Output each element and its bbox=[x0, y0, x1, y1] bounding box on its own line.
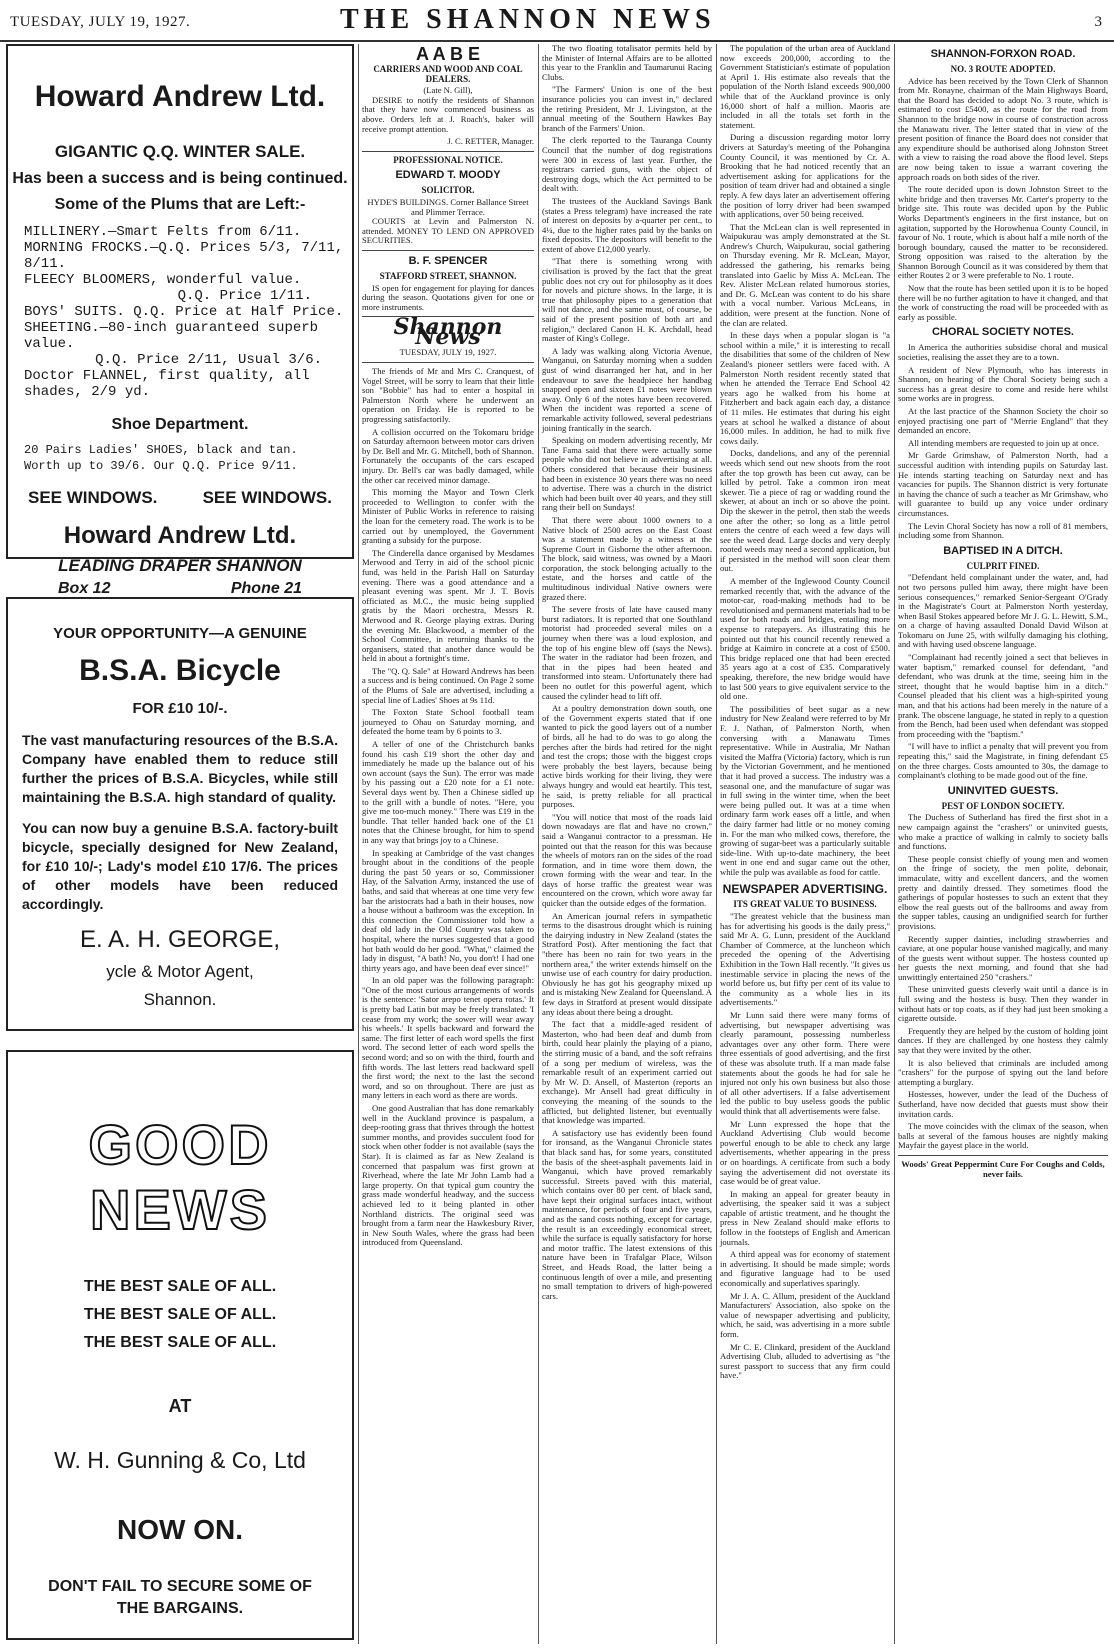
moody-name: EDWARD T. MOODY bbox=[395, 169, 501, 182]
article-paragraph: Mr Garde Grimshaw, of Palmerston North, had a successful audition with intending pupils on Saturday last. He intends starting teaching on Saturday next and has vacancies for pupils. The Shannon district is very fortunate in having the chance of such a teacher as Mr Grimshaw, who will guarantee to build up any voice under ordinary circumstances. bbox=[898, 450, 1108, 518]
ad-item-8: Doctor FLANNEL, first quality, all shades, 2/9 yd. bbox=[24, 368, 310, 400]
bsa-agent: E. A. H. GEORGE, bbox=[79, 926, 281, 953]
article-paragraph: That the McLean clan is well represented in Waipukurau was amply demonstrated at the St. Andrew's Church, Waipukurau, social gathering on Thursday evening. Mr R. McLean, Mayor, addressed the gathering, his remarks being translated into Gaelic by Miss A. McLean. The Rev. Alister McLean related humorous stories, and Dr. G. McLean was content to do his share with a vocal number. Various McLeans, in addition, were present at the function. None of the clan are related. bbox=[720, 221, 890, 328]
sale-line-3: THE BEST SALE OF ALL. bbox=[83, 1334, 277, 1351]
article-paragraph: One good Australian that has done remarkably well in the Auckland province is paspalum, a deep-rooting grass that thrives through the hottest summer months, and provides succulent food for stock when other fodder is not available (says the Star). It is claimed as far as New Zealand is concerned that paspalum was first grown at Riverhead, where the late Mr John Lamb had a large property. On that typical gum country the grass made wonderful headway, and the success achieved led to it being planted in other Northland districts. The original seed was brought from a farm near the Hawkesbury River, in New South Wales, where the grass had been introduced from Queensland. bbox=[362, 1103, 534, 1248]
bsa-bicycle-ad bbox=[6, 597, 354, 1031]
article-paragraph: "Defendant held complainant under the water, and, had not two persons pulled him away, there might have been serious consequences," remarked Senior-Sergeant O'Grady in the Magistrate's Court at Palmerston North yesterday, when Basil Stokes appeared before Mr J. G. L. Hewitt, S.M., on a charge of having assaulted Donald David Wilson at Tokomaru on June 25, with wilfully damaging his clothing, and with having used obscene language. bbox=[898, 572, 1108, 650]
newspaper-title: THE SHANNON NEWS bbox=[340, 4, 716, 35]
nameplate-date: TUESDAY, JULY 19, 1927. bbox=[399, 347, 497, 358]
article-paragraph: Advice has been received by the Town Clerk of Shannon from Mr. Ronayne, chairman of the Main Highways Board, that the Board has decided to adopt No. 3 route, which is estimated to cost £5400, as the route for the road from Shannon to the bridge now in course of construction across the Manawatu river. The letter stated that in view of the present position of finance the Board does not consider that any expenditure should be authorised along Johnston Street with a view to raising the road above the flood level. Steps are now being taken to issue a warrant covering the approach roads on both sides of the river. bbox=[898, 75, 1108, 182]
bsa-town: Shannon. bbox=[143, 990, 217, 1009]
article-paragraph: A teller of one of the Christchurch banks found his cash £19 short the other day and immediately he made up the balance out of his own account (says the Sun). The error was made by his passing out a £20 note for a £1 note. Several days went by. Then a Chinese sidled up to the grill with a bundle of notes. "Here, you give me too-much money." There was £19 in the bundle. That teller handed back one of the £1 notes that the Chinese brought, for him to spend in any way that brings joy to a Chinese. bbox=[362, 739, 534, 845]
article-paragraph: The fact that a middle-aged resident of Masterton, who had been deaf and dumb from birth, could hear plainly the playing of a piano, the stirring music of a band, and the soft refrains of a song per medium of wireless, was the remarkable result of an experiment carried out by Mr W. D. Ansell, of Masterton (reports an exchange). Mr Ansell had great difficulty in conveying the meaning of the sounds to the afflicted, but delighted listener, but eventually that knowledge was imparted. bbox=[542, 1019, 712, 1126]
baptised-heading: BAPTISED IN A DITCH. bbox=[943, 544, 1063, 557]
article-paragraph: Hostesses, however, under the lead of the Duchess of Sutherland, have now decided that guests must show their invitation cards. bbox=[898, 1089, 1108, 1119]
article-paragraph: Speaking on modern advertising recently, Mr Tane Fama said that there were actually some people who did not believe in advertising at all. Others considered that because their business had been in existence 30 years there was no need to advertise. There was a church in the district which had been built over 40 years, and they still rang their bell on Sundays! bbox=[542, 435, 712, 513]
aabe-late: (Late N. Gill), bbox=[423, 85, 473, 96]
column-3 bbox=[542, 44, 712, 1644]
see-windows-left: SEE WINDOWS. bbox=[28, 488, 158, 507]
article-paragraph: The route decided upon is down Johnston Street to the white bridge and then traverses Mr. Carter's property to the bridge site. This route was decided upon by the Public Works Department's engineers in the first instance, but on agitation, supported by the Horowhenua County Council, in favour of No. 1 route, which is about half a mile north of the borough boundary, caused the matter to be reconsidered. Strong opposition was raised to the alteration by the Shannon Borough Council as it was considered by them that either Routes 2 or 3 were preferable to No. 1 route. bbox=[898, 184, 1108, 281]
aabe-sign: J. C. RETTER, Manager. bbox=[447, 136, 534, 147]
article-paragraph: A lady was walking along Victoria Avenue, Wanganui, on Saturday morning when a sudden gust of wind disarranged her hat, and in her endeavour to save the headpiece her handbag snapped open and sixteen £1 notes were blown away. Only 6 of the notes have been recovered. When the incident was reported a scene of remarkable activity followed, several pedestrians joining frantically in the search. bbox=[542, 345, 712, 433]
column-rule bbox=[538, 44, 539, 1644]
article-paragraph: "That there is something wrong with civilisation is proved by the fact that the great public does not cry out for philosophy as it does for novels and picture shows. In the large, it is true that philosophy pipes to a generation that will not dance, and the same must, of course, be said of the present position of both art and religion," declared Canon H. K. Archdall, head master of King's College. bbox=[542, 256, 712, 344]
ad-item-6: SHEETING.—80-inch guaranteed superb value. bbox=[24, 320, 319, 352]
column-2 bbox=[362, 44, 534, 1644]
now-on: NOW ON. bbox=[117, 1514, 243, 1545]
courts-text: COURTS at Levin and Palmerston N. attended. MONEY TO LEND ON APPROVED SECURITIES. bbox=[362, 216, 534, 246]
article-paragraph: An American journal refers in sympathetic terms to the disastrous drought which is ruining the dairying industry in New Zealand (states the Stratford Post). After mentioning the fact that "there has been no rain for two years in the northern area," the writer extends himself on the unwise use of each country for dairy production. Obviously he has got his geography mixed up and is mistaking New Zealand for Queensland. A few days in Stratford at present would dissipate any ideas about there being a drought. bbox=[542, 910, 712, 1017]
column-rule bbox=[716, 44, 717, 1644]
gunning-firm: W. H. Gunning & Co, Ltd bbox=[54, 1447, 306, 1473]
article-paragraph: The "Q. Q. Sale" at Howard Andrews has been a success and is being continued. On Page 2 some of the Plums of Sale are advertised, including a special line of Ladies' Shoes at 9s 11d. bbox=[362, 665, 534, 705]
article-paragraph: Now that the route has been settled upon it is to be hoped there will be no further agitation to have it changed, and that the work of constructing the road will be proceeded with as early as possible. bbox=[898, 283, 1108, 322]
bsa-body2: You can now buy a genuine B.S.A. factory-built bicycle, specially designed for New Zealand, for £10 10/-; Lady's model £10 17/6. The prices of other models have been reduced accordingly. bbox=[22, 820, 338, 912]
ad-item-7: Q.Q. Price 2/11, Usual 3/6. bbox=[95, 352, 322, 368]
ad-item-3: FLEECY BLOOMERS, wonderful value. bbox=[24, 272, 302, 288]
bsa-price: FOR £10 10/-. bbox=[132, 700, 228, 717]
issue-date: TUESDAY, JULY 19, 1927. bbox=[10, 14, 191, 30]
page-number: 3 bbox=[1094, 14, 1102, 30]
box-number: Box 12 bbox=[58, 580, 111, 597]
article-paragraph: These people consist chiefly of young men and women on the fringe of society, the men polite, debonair, immaculate, witty and excellent dancers, and the women pretty and daintily dressed. They sometimes flood the gatherings of popular hostesses to such an extent that they elbow the real guests out of the ballrooms and away from the supper tables, causing an undignified search for further provisions. bbox=[898, 853, 1108, 931]
divider bbox=[362, 250, 534, 251]
article-paragraph: In an old paper was the following paragraph: "One of the most curious arrangements of words is the sentence: 'Sator arepo tenet opera rotas.' It is pretty bad Latin but may be freely translated: 'I cease from my work; the sower will wear away his wheels.' It spells backward and forward the same. The first letter of each word spells the first word. The second letter of each word spells the second word; and so on with the third, fourth and fifth words. The last letters read backward spell the first word; the next to the last the second word, and so on throughout. There are just as many letters in each word as there are words. bbox=[362, 975, 534, 1101]
shoe-text: 20 Pairs Ladies' SHOES, black and tan. Worth up to 39/6. Our Q.Q. Price 9/11. bbox=[24, 443, 298, 473]
road-heading: SHANNON-FORXON ROAD. bbox=[930, 48, 1076, 60]
shannon-news-nameplate: Shannon News bbox=[393, 314, 503, 350]
article-paragraph: The two floating totalisator permits held by the Minister of Internal Affairs are to be allotted this year to the Franklin and Taumarunui Racing Clubs. bbox=[542, 43, 712, 82]
shoe-dept-heading: Shoe Department. bbox=[111, 416, 249, 433]
article-paragraph: A collision occurred on the Tokomaru bridge on Saturday afternoon between motor cars driven by Dr. Bell and Mr. G. Mitchell, both of Shannon. Fortunately the occupants of the cars escaped injury. Dr. Bell's car was badly damaged, while the other car received minor damage. bbox=[362, 426, 534, 485]
aabe-body: DESIRE to notify the residents of Shannon that they have now commenced business as above. Orders left at J. Roach's, baker will receive prompt attention. bbox=[362, 94, 534, 134]
article-paragraph: The possibilities of beet sugar as a new industry for New Zealand were referred to by Mr F. J. Nathan, of Palmerston North, when conversing with a Manawatu Times representative. While in Australia, Mr Nathan visited the Maffra (Victoria) factory, which is run by the Victorian Government, and he mentioned that it had proved a success. The industry was a seasonal one, and the manufacture of sugar was in full swing in the winter time, when the beet were being pulled out. It was at a time when ordinary farm work eases off a little, and when the dairy farmer had little or no money coming in. For the man who milked cows, therefore, the growing of sugar-beet was a particularly suitable side-line. With up-to-date machinery, the beet went in one end and sugar came out the other, while the pulp was available as food for cattle. bbox=[720, 703, 890, 877]
sale-line-2: THE BEST SALE OF ALL. bbox=[83, 1306, 277, 1323]
article-paragraph: Recently supper dainties, including strawberries and caviare, at one popular house vanished magically, and many of the guests went without supper. The hostess counted up her guests the next morning, and found that she had unwittingly entertained 250 "crashers." bbox=[898, 933, 1108, 982]
article-paragraph: Frequently they are helped by the custom of holding joint dances. If they are challenged by one hostess they calmly say that they were invited by the other. bbox=[898, 1025, 1108, 1056]
article-paragraph: The Levin Choral Society has now a roll of 81 members, including some from Shannon. bbox=[898, 520, 1108, 541]
article-paragraph: All intending members are requested to join up at once. bbox=[908, 437, 1099, 448]
divider bbox=[362, 362, 534, 363]
phone-number: Phone 21 bbox=[230, 580, 302, 597]
article-paragraph: A satisfactory use has evidently been found for ironsand, as the Wanganui Chronicle states that black sand has, for some years, constituted the basis of the sheet-asphalt pavements laid in Wanganui, which have proved remarkably successful. Streets paved with this material, which contains over 80 per cent. of black sand, have kept their original surfaces intact, without maintenance, for periods of four and five years, and as the sand costs nothing, except for cartage, the result is an exceedingly economical street, while the surface is equally satisfactory for horse and motor traffic. The latest extensions of this nature have been in Trafalgar Place, Wilson Street, and Heads Road, the latter being a continuous length of over a mile, and presenting no small temptation to drivers of high-powered cars. bbox=[542, 1127, 712, 1301]
ad-footer-firm: Howard Andrew Ltd. bbox=[63, 522, 297, 549]
aabe-title: A A B E bbox=[415, 44, 480, 64]
article-paragraph: During a discussion regarding motor lorry drivers at Saturday's meeting of the Pohangina County Council, it was mentioned by Cr. A. Brooking that he had noticed recently that an advertisement asking for applications for the position of team driver had and obtained a single reply. A few days later an advertisement offering the position of lorry driver had been swamped with applications, over 50 being received. bbox=[720, 132, 890, 220]
ad-item-1: MILLINERY.—Smart Felts from 6/11. bbox=[24, 224, 302, 240]
article-paragraph: In speaking at Cambridge of the vast changes brought about in the conditions of the people during the past 50 years or so, Commissioner Hay, of the Salvation Army, instanced the use of baths, and said that whereas at one time very few bar the aristocrats had a bath in their houses, now a house without a bathroom was the exception. In this connection the Commissioner told how a deaf old lady in the Old Country was taken to hospital, where the nurses suggested that a good hot bath would do her good. "What," claimed the lady in disgust, "A bath! No, you don't! I had one thirty years ago, and have been deaf ever since!" bbox=[362, 847, 534, 973]
article-paragraph: This morning the Mayor and Town Clerk proceeded to Wellington to confer with the Minister of Public Works in reference to raising the loan for the cemetery road. The work is to be carried out by unemployed, the Government granting a subsidy for the purpose. bbox=[362, 487, 534, 546]
ad-firm-title: Howard Andrew Ltd. bbox=[34, 80, 326, 113]
article-paragraph: Mr Lunn said there were many forms of advertising, but newspaper advertising was clearly paramount, possessing numberless advantages over any other form. There were three essentials of good advertising, and the first of these was absolute truth. If a man made false statements about the goods he had for sale he injured not only his own business but also those of all other advertisers. If a false advertisement led the public to buy useless goods the public would think that all advertisements were false. bbox=[720, 1010, 890, 1116]
article-paragraph: A resident of New Plymouth, who has interests in Shannon, on hearing of the Choral Society being such a success has a great desire to come and reside here whilst some works are in progress. bbox=[898, 364, 1108, 404]
baptised-subheading: CULPRIT FINED. bbox=[966, 560, 1040, 571]
column-rule bbox=[894, 44, 895, 1644]
ad-line3: Some of the Plums that are Left:- bbox=[54, 196, 306, 213]
prof-notice: PROFESSIONAL NOTICE. bbox=[393, 154, 503, 165]
article-paragraph: "I will have to inflict a penalty that will prevent you from repeating this," said the Magistrate, in fining defendant £5 on the three charges. Costs amounted to 30s, the damage to complainant's clothing to be made good out of the fine. bbox=[898, 741, 1108, 781]
article-paragraph: Mr C. E. Clinkard, president of the Auckland Advertising Club, alluded to advertising as "the surest passport to success that any firm could have." bbox=[720, 1341, 890, 1381]
article-paragraph: That there were about 1000 owners to a Native block of 2500 acres on the East Coast was a statement made by a witness at the Supreme Court in Gisborne the other afternoon. The block, said witness, was owned by a Maori corporation, the stock belonging actually to the estate, and the horses and cattle of the multitudinous individual Native owners were grazed there. bbox=[542, 514, 712, 602]
hyde-buildings: HYDE'S BUILDINGS. Corner Ballance Street and Plimmer Terrace. bbox=[367, 196, 529, 217]
column-rule bbox=[358, 44, 359, 1644]
article-paragraph: At a poultry demonstration down south, one of the Government experts stated that if one wanted to pick the good layers out of a number of birds, all he had to do was to go along the perches after the birds had retired for the night and test the crops; those with the biggest crops were probably the best layers, because being active birds working for their living, they were always hungry and would eat heartily. This test, he said, is pretty reliable for all practical purposes. bbox=[542, 703, 712, 810]
divider bbox=[898, 1155, 1108, 1156]
guests-subheading: PEST OF LONDON SOCIETY. bbox=[941, 800, 1065, 811]
article-paragraph: A member of the Inglewood County Council remarked recently that, with the advance of the motor-car, road-making methods had to be revolutionised and permanent materials had to be used for both roads and bridges, entailing more expense to ratepayers. As illustrating this he pointed out that his council recently renewed a bridge at Kaimiro in concrete at a cost of £500. This bridge replaced one that had been erected 35 years ago at a cost of £35. Comparatively speaking, therefore, the new bridge would have to last 500 years to give equivalent service to the old one. bbox=[720, 576, 890, 702]
see-windows-right: SEE WINDOWS. bbox=[202, 488, 332, 507]
column-4 bbox=[720, 44, 890, 1644]
ad-item-4: Q.Q. Price 1/11. bbox=[177, 288, 312, 304]
ad-line2: Has been a success and is being continued. bbox=[12, 170, 348, 187]
article-paragraph: The population of the urban area of Auckland now exceeds 200,000, according to the Government Statistician's estimate of population at April 1. His estimate also reveals that the population of the North Island exceeds 900,000 while that of the Auckland province is only 16,000 short of half a million. Maoris are included in all the totals set forth in the statement. bbox=[720, 43, 890, 130]
dont-fail: DON'T FAIL TO SECURE SOME OF THE BARGAINS. bbox=[48, 1578, 312, 1617]
article-paragraph: The Duchess of Sutherland has fired the first shot in a new campaign against the "crashers" or uninvited guests, who make a practice of walking in calmly to society balls and functions. bbox=[898, 812, 1108, 852]
divider bbox=[362, 151, 534, 152]
article-paragraph: The severe frosts of late have caused many burst radiators. It is reported that one Southland motorist had proceeded several miles on a journey when there was a loud explosion, and the top of his engine blew off (says the News). The water in the radiator had been frozen, and that in the pipes had been heated and transformed into steam. Unfortunately there had been no outlet for this powerful agent, which caused the cylinder head to lift off. bbox=[542, 604, 712, 701]
bsa-body1: The vast manufacturing resources of the B.S.A. Company have enabled them to reduce still further the prices of B.S.A. Bicycles, while still maintaining the B.S.A. high standard of quality. bbox=[22, 732, 338, 805]
spencer-name: B. F. SPENCER bbox=[408, 254, 488, 267]
masthead bbox=[0, 0, 1114, 42]
peppermint-cure-ad: Woods' Great Peppermint Cure For Coughs and Colds, never fails. bbox=[901, 1158, 1105, 1179]
article-paragraph: "The Farmers' Union is one of the best insurance policies you can invest in," declared the retiring President, Mr J. Livingston, at the annual meeting of the Southern Hawkes Bay branch of the Farmers' Union. bbox=[542, 84, 712, 133]
advertising-subheading: ITS GREAT VALUE TO BUSINESS. bbox=[733, 899, 877, 910]
article-paragraph: The Foxton State School football team journeyed to Ohau on Saturday morning, and defeated the home team by 6 points to 3. bbox=[362, 707, 534, 737]
spencer-body: IS open for engagement for playing for dances during the season. Quotations given for one or more instruments. bbox=[362, 282, 534, 312]
article-paragraph: Mr J. A. C. Allum, president of the Auckland Manufacturers' Association, also spoke on the value of newspaper advertising and publicity, which, he said, was advertising in a more subtle form. bbox=[720, 1290, 890, 1339]
article-paragraph: "The greatest vehicle that the business man has for advertising his goods is the daily press," said Mr A. G. Lunn, president of the Auckland Chamber of Commerce, at the luncheon which preceded the opening of the Advertising Exhibition in the Town Hall recently. "It gives us inestimable service in placing the news of the world before us, but fifty per cent of its value to the community as a whole lies in its advertisements." bbox=[720, 911, 890, 1008]
article-paragraph: In America the authorities subsidise choral and musical societies, realising the asset they are to a town. bbox=[898, 342, 1108, 363]
bsa-top: YOUR OPPORTUNITY—A GENUINE bbox=[53, 625, 307, 642]
road-subheading: NO. 3 ROUTE ADOPTED. bbox=[950, 64, 1056, 74]
article-paragraph: At the last practice of the Shannon Society the choir so enjoyed practising one part of "Merrie England" that they demanded an encore. bbox=[898, 406, 1108, 436]
article-paragraph: Mr Lunn expressed the hope that the Auckland Advertising Club would become powerful enough to be able to check any large advertisements, whether appearing in the press or on hoardings. A certificate from such a body saying the advertisement did not overstate its case would be of great value. bbox=[720, 1118, 890, 1187]
article-paragraph: It is also believed that criminals are included among "crashers" for the purpose of spying out the land before attempting a burglary. bbox=[898, 1057, 1108, 1087]
solicitor-label: SOLICITOR. bbox=[421, 185, 475, 196]
article-paragraph: These uninvited guests cleverly wait until a dance is in full swing and the hostess is busy. Then they wander in without hats or top coats, as if they had just been smoking a cigarette outside. bbox=[898, 984, 1108, 1024]
article-paragraph: The move coincides with the climax of the season, when balls at several of the famous houses are nightly making Mayfair the gayest place in the world. bbox=[898, 1121, 1108, 1151]
column-5 bbox=[898, 44, 1108, 1644]
article-paragraph: The Cinderella dance organised by Mesdames Merwood and Terry in aid of the school picnic fund, was held in the Parish Hall on Saturday evening. There was a good attendance and a pleasant evening was spent. Mr J. T. Bovis officiated as M.C., the music being supplied gratis by the Maori orchestra, Messrs R. Merwood and R. George playing extras. During the evening Mr. Blackwood, a member of the School Committee, in returning thanks to the organisers, stated that another dance would be held in about a fortnight's time. bbox=[362, 547, 534, 664]
ad-item-2: MORNING FROCKS.—Q.Q. Prices 5/3, 7/11, 8/11. bbox=[24, 240, 344, 272]
sale-line-1: THE BEST SALE OF ALL. bbox=[83, 1278, 277, 1295]
bsa-agent-type: ycle & Motor Agent, bbox=[106, 962, 254, 981]
bsa-title: B.S.A. Bicycle bbox=[79, 654, 281, 687]
ad-item-5: BOYS' SUITS. Q.Q. Price at Half Price. bbox=[24, 304, 344, 320]
article-paragraph: In making an appeal for greater beauty in advertising, the speaker said it was a subject capable of artistic treatment, and he thought the press in New Zealand should make efforts to follow in the footsteps of English and American journals. bbox=[720, 1188, 890, 1247]
good-news-ad bbox=[6, 1050, 354, 1640]
article-paragraph: The trustees of the Auckland Savings Bank (states a Press telegram) have increased the rate of interest on deposits by a-quarter per cent., to 4¼, due to the higher rates paid by the banks on fixed deposits. The depositors will benefit to the extent of above £12,000 yearly. bbox=[542, 195, 712, 254]
at-label: AT bbox=[168, 1396, 192, 1416]
article-paragraph: The friends of Mr and Mrs C. Cranquest, of Vogel Street, will be sorry to learn that their little son "Bobbie" has had to enter a hospital in Palmerston North where he underwent an operation on Friday. He is reported to be progressing satisfactorily. bbox=[362, 366, 534, 425]
guests-heading: UNINVITED GUESTS. bbox=[947, 784, 1059, 797]
good-news-title: GOOD NEWS bbox=[88, 1113, 272, 1241]
article-paragraph: Docks, dandelions, and any of the perennial weeds which send out new shoots from the root after the top growth has been cut away, can be killed by petrol. Take a common iron meat skewer. Tie a piece of rag or wadding round the skewer, at about an inch or so above the point. Dip the skewer in the petrol, then stab the weeds one after the other; so long as a little petrol enters the centre of each weed a few days will see the weed dead. Large docks and very deeply rooted weeds may need a second application, but if persisted in the method will soon clear them out. bbox=[720, 448, 890, 574]
article-paragraph: In these days when a popular slogan is "a school within a mile," it is interesting to recall the disabilities that some of the children of New Zealand's pioneer settlers were faced with. A Palmerston North resident recently stated that when he attended the Terrace End School 42 years ago he walked from his home at Fitzherbert and back again each day, a distance of 11 miles. He estimates that during his eight years at school he walked a distance of about 16,000 miles. In addition, he had to milk five cows daily. bbox=[720, 330, 890, 446]
howard-andrew-ad bbox=[6, 44, 354, 597]
article-paragraph: The clerk reported to the Tauranga County Council that the number of dog registrations were 300 in excess of last year. Further, the registrars carried guns, with the object of destroying dogs, which the Act permitted to be dealt with. bbox=[542, 135, 712, 194]
article-paragraph: A third appeal was for economy of statement in advertising. It should be made simple; words and figurative language had to be used economically and superlatives sparingly. bbox=[720, 1249, 890, 1289]
choral-heading: CHORAL SOCIETY NOTES. bbox=[931, 326, 1074, 339]
aabe-sub: CARRIERS AND WOOD AND COAL DEALERS. bbox=[373, 64, 523, 84]
article-paragraph: "You will notice that most of the roads laid down nowadays are flat and have no crown," said a Wanganui contractor to a pressman. He pointed out that the reason for this was because the wheels of motors ran on the sides of the road formation, and in time wore them down, the crown forming with the wear and tear. In the days of horse traffic the greatest wear was encountered on the crown, which wore away far quicker than the outside edges of the formation. bbox=[542, 811, 712, 909]
ad-footer-tag: LEADING DRAPER SHANNON bbox=[58, 556, 302, 575]
ad-headline: GIGANTIC Q.Q. WINTER SALE. bbox=[54, 142, 306, 161]
advertising-heading: NEWSPAPER ADVERTISING. bbox=[722, 882, 888, 897]
stafford-street: STAFFORD STREET, SHANNON. bbox=[379, 270, 517, 281]
article-paragraph: "Complainant had recently joined a sect that believes in water baptism," remarked counsel for defendant, "and defendant, who was drunk at the time, seeing him in the street, thought that he would baptise him in a ditch." Counsel pleaded that his client was a high-spirited young man, and that his actions had been merely in the nature of a prank. The obscene language, he stated in reply to a question from the Bench, had been used when defendant was stopped from proceeding with the "baptism." bbox=[898, 652, 1108, 739]
